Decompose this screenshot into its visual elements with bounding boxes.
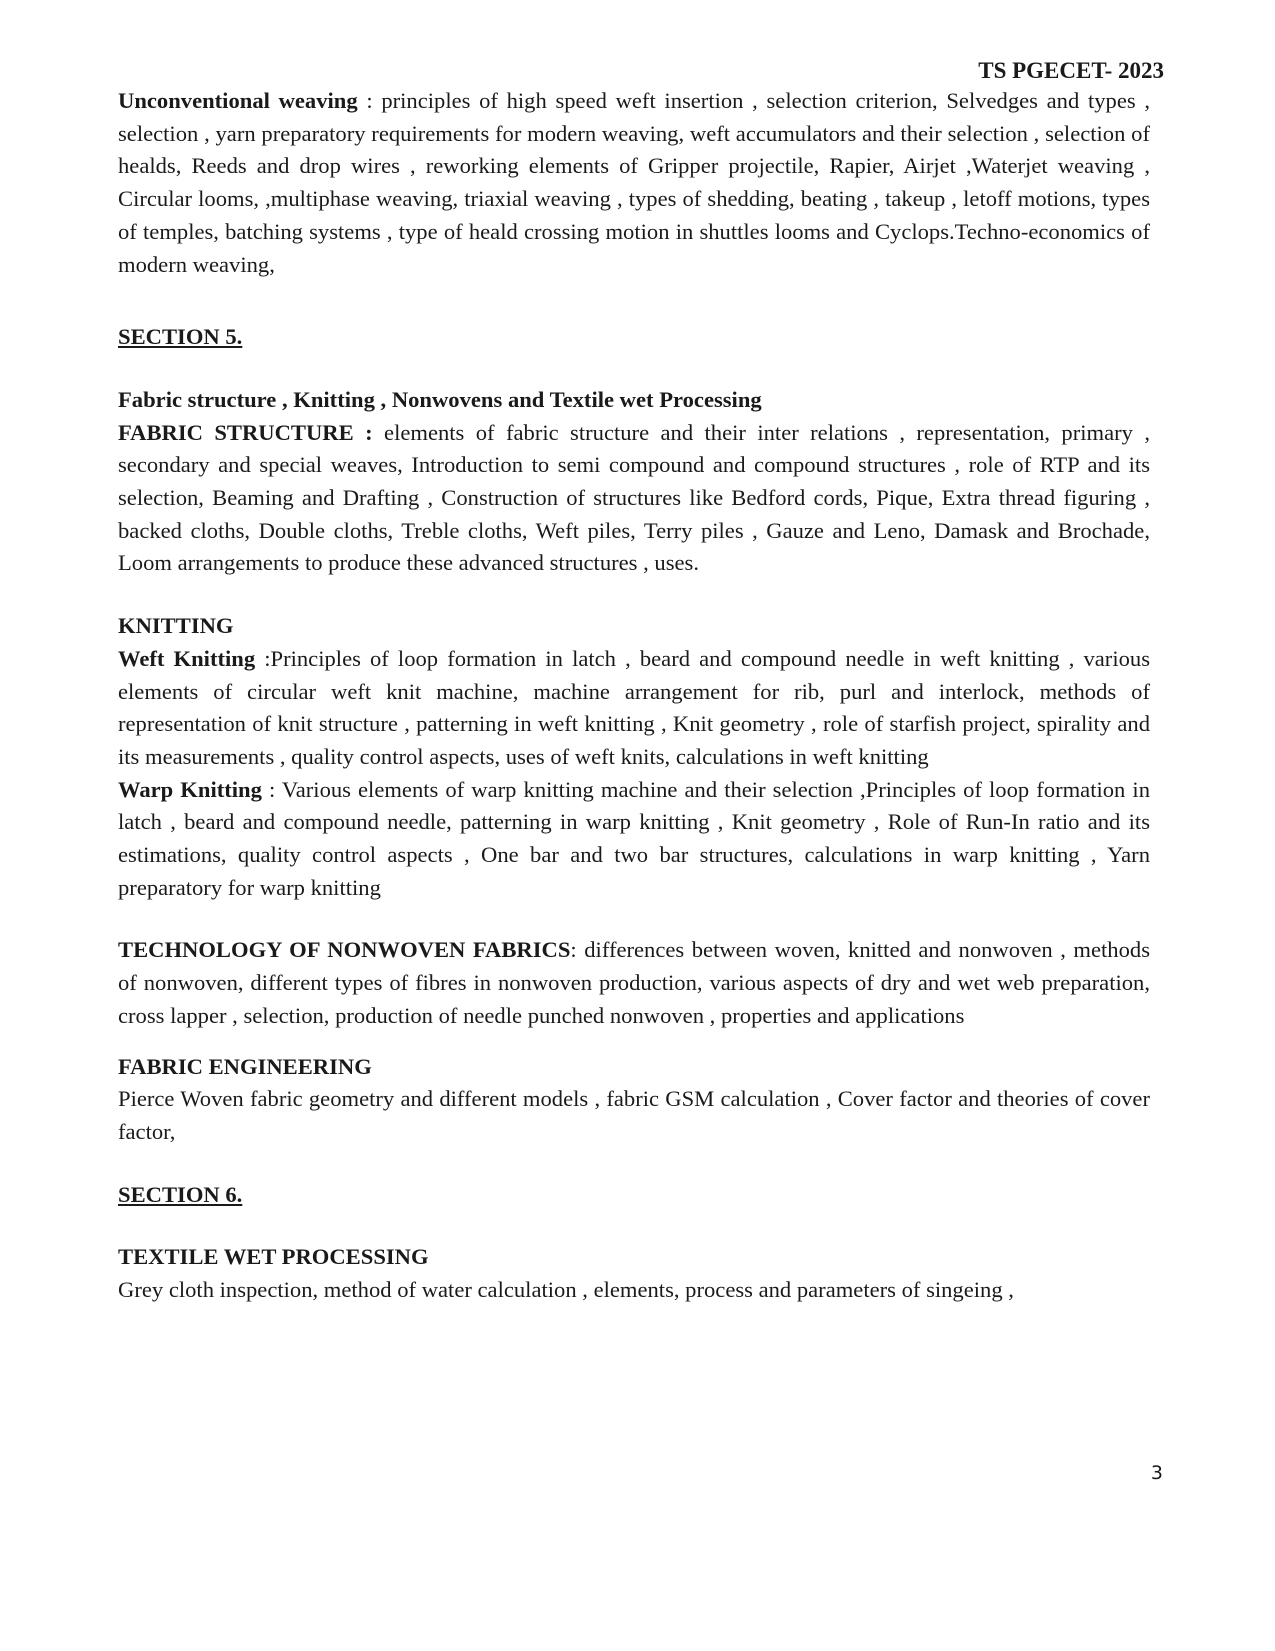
section-5-heading: SECTION 5. — [118, 324, 243, 350]
warp-knitting-term: Warp Knitting — [118, 776, 262, 802]
fabric-engineering-text: Pierce Woven fabric geometry and different models , fabric GSM calculation , Cover factor and theories of cover factor, — [118, 1086, 1150, 1144]
section-5-subtitle: Fabric structure , Knitting , Nonwovens and Textile wet Processing — [118, 386, 762, 412]
unconventional-weaving-term: Unconventional weaving — [118, 88, 358, 113]
weft-knitting-paragraph — [118, 643, 1150, 774]
fabric-structure-term: FABRIC STRUCTURE : — [118, 419, 373, 445]
weft-knitting-text: :Principles of loop formation in latch , beard and compound needle in weft knitting , various elements of circular weft knit machine, machine arrangement for rib, purl and interlock, methods of representation of knit structure , patterning in weft knitting , Knit geometry , role of starfish project, spirality and its measurements , quality control aspects, uses of weft knits, calculations in weft knitting — [118, 645, 1150, 769]
page-number: 3 — [1150, 1462, 1163, 1484]
section-6-heading: SECTION 6. — [118, 1181, 243, 1207]
wet-processing-text: Grey cloth inspection, method of water calculation , elements, process and parameters of singeing , — [118, 1277, 1014, 1303]
wet-processing-heading: TEXTILE WET PROCESSING — [118, 1244, 429, 1270]
unconventional-weaving-paragraph — [118, 85, 1150, 281]
fabric-structure-text: elements of fabric structure and their inter relations , representation, primary , secondary and special weaves, Introduction to semi compound and compound structures , role of RTP and its selection, Beaming and Drafting , Construction of structures like Bedford cords, Pique, Extra thread figuring , backed cloths, Double cloths, Treble cloths, Weft piles, Terry piles , Gauze and Leno, Damask and Brochade, Loom arrangements to produce these advanced structures , uses. — [118, 419, 1151, 576]
warp-knitting-paragraph — [118, 774, 1150, 905]
knitting-heading: KNITTING — [118, 613, 234, 639]
nonwoven-paragraph — [118, 934, 1150, 1032]
warp-knitting-text: : Various elements of warp knitting machine and their selection ,Principles of loop formation in latch , beard and compound needle, patterning in warp knitting , Knit geometry , Role of Run-In ratio and its estimations, quality control aspects , One bar and two bar structures, calculations in warp knitting , Yarn preparatory for warp knitting — [118, 776, 1150, 900]
unconventional-weaving-text: : principles of high speed weft insertion , selection criterion, Selvedges and types , selection , yarn preparatory requirements for modern weaving, weft accumulators and their selection , selection of healds, Reeds and drop wires , reworking elements of Gripper projectile, Rapier, Airjet ,Waterjet weaving , Circular looms, ,multiphase weaving, triaxial weaving , types of shedding, beating , takeup , letoff motions, types of temples, batching systems , type of heald crossing motion in shuttles looms and Cyclops.Techno-economics of modern weaving, — [118, 88, 1150, 277]
page-content — [118, 85, 1150, 1307]
nonwoven-term: TECHNOLOGY OF NONWOVEN FABRICS — [118, 937, 571, 963]
header-title: TS PGECET- 2023 — [978, 58, 1164, 83]
fabric-structure-paragraph — [118, 417, 1150, 581]
fabric-engineering-heading: FABRIC ENGINEERING — [118, 1053, 372, 1079]
nonwoven-text: : differences between woven, knitted and nonwoven , methods of nonwoven, different types of fibres in nonwoven production, various aspects of dry and wet web preparation, cross lapper , selection, production of needle punched nonwoven , properties and applications — [118, 937, 1150, 1028]
weft-knitting-term: Weft Knitting — [118, 645, 256, 671]
